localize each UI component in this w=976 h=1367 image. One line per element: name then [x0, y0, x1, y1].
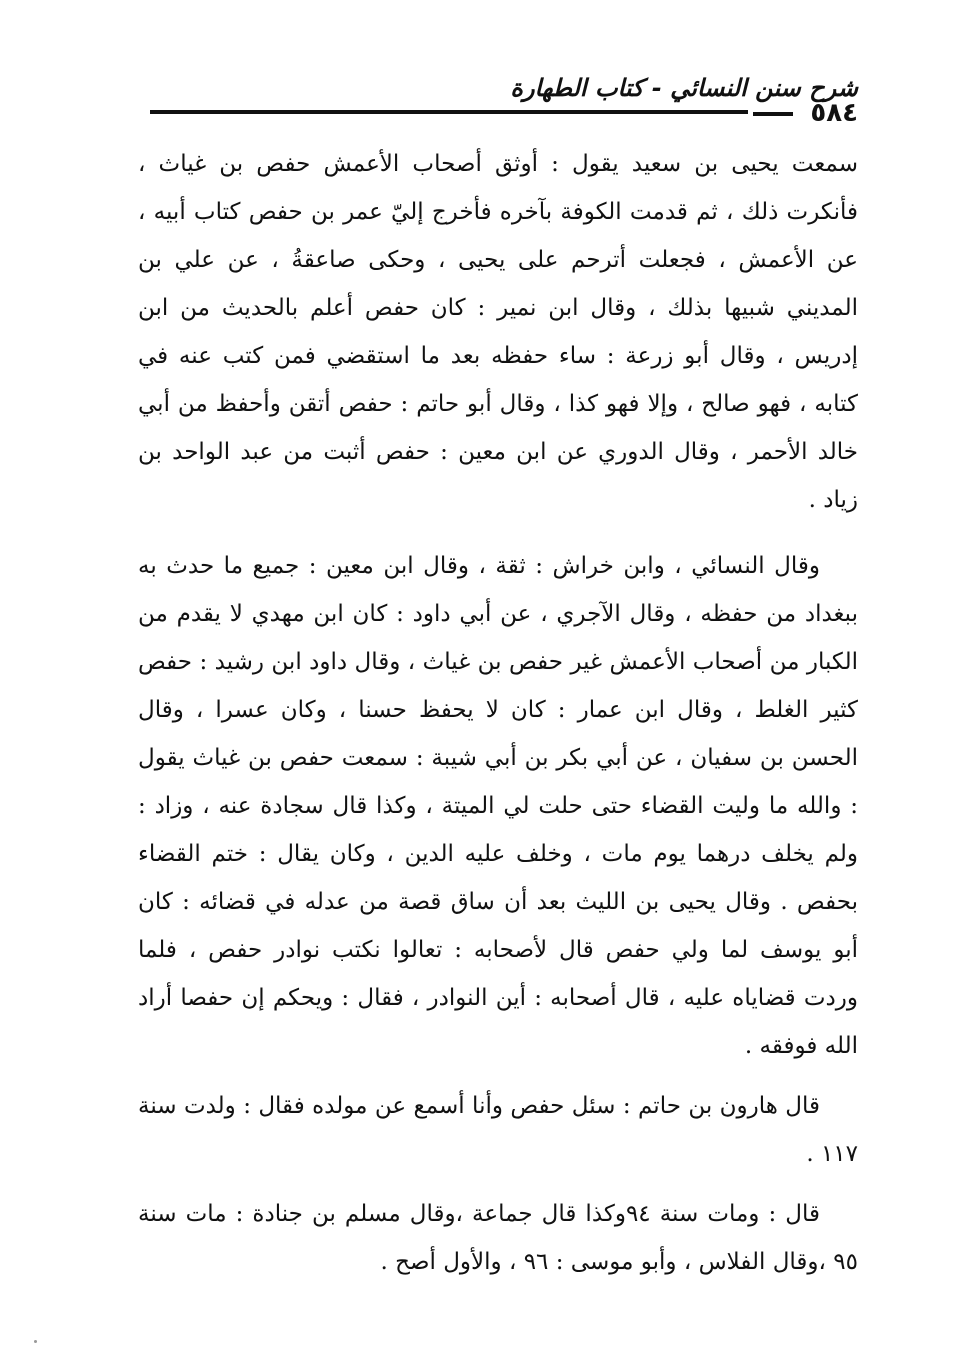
page-number-value: ٥٨٤: [810, 98, 858, 128]
header-rule: [150, 110, 748, 114]
page-number: [753, 96, 858, 130]
running-header-title: شرح سنن النسائي - كتاب الطهارة: [510, 74, 858, 102]
paragraph-3: قال هارون بن حاتم : سئل حفص وأنا أسمع عن مولده فقال : ولدت سنة ١١٧ .: [138, 1093, 858, 1167]
body-text: [138, 140, 858, 1298]
paragraph-1: سمعت يحيى بن سعيد يقول : أوثق أصحاب الأعمش حفص بن غياث ، فأنكرت ذلك ، ثم قدمت الكوفة بآخره فأخرج إليّ عمر بن حفص كتاب أبيه ، عن الأعمش ، فجعلت أترحم على يحيى ، وحكى صاعقةُ ، عن علي بن المديني شبيها بذلك ، وقال ابن نمير : كان حفص أعلم بالحديث من ابن إدريس ، وقال أبو زرعة : ساء حفظه بعد ما استقضي فمن كتب عنه في كتابه ، فهو صالح ، وإلا فهو كذا ، وقال أبو حاتم : حفص أتقن وأحفظ من أبي خالد الأحمر ، وقال الدوري عن ابن معين : حفص أثبت من عبد الواحد بن زياد .: [138, 151, 858, 513]
page-number-dash: [753, 112, 793, 116]
paragraph-4: قال : ومات سنة ٩٤وكذا قال جماعة ،وقال مسلم بن جنادة : مات سنة ٩٥ ،وقال الفلاس ، وأبو موسى : ٩٦ ، والأول أصح .: [138, 1201, 858, 1275]
paragraph-2: وقال النسائي ، وابن خراش : ثقة ، وقال ابن معين : جميع ما حدث به ببغداد من حفظه ، وقال الآجري ، عن أبي داود : كان ابن مهدي لا يقدم من الكبار من أصحاب الأعمش غير حفص بن غياث ، وقال داود ابن رشيد : حفص كثير الغلط ، وقال ابن عمار : كان لا يحفظ حسنا ، وكان عسرا ، وقال الحسن بن سفيان ، عن أبي بكر بن أبي شيبة : سمعت حفص بن غياث يقول : والله ما وليت القضاء حتى حلت لي الميتة ، وكذا قال سجادة عنه ، وزاد : ولم يخلف درهما يوم مات ، وخلف عليه الدين ، وكان يقال : ختم القضاء بحفص . وقال يحيى بن الليث بعد أن ساق قصة من عدله في قضائه : كان أبو يوسف لما ولي حفص قال لأصحابه : تعالوا نكتب نوادر حفص ، فلما وردت قضاياه عليه ، قال أصحابه : أين النوادر ، فقال : ويحكم إن حفصا أراد الله فوفقه .: [138, 553, 858, 1059]
scan-speck: [34, 1340, 37, 1343]
